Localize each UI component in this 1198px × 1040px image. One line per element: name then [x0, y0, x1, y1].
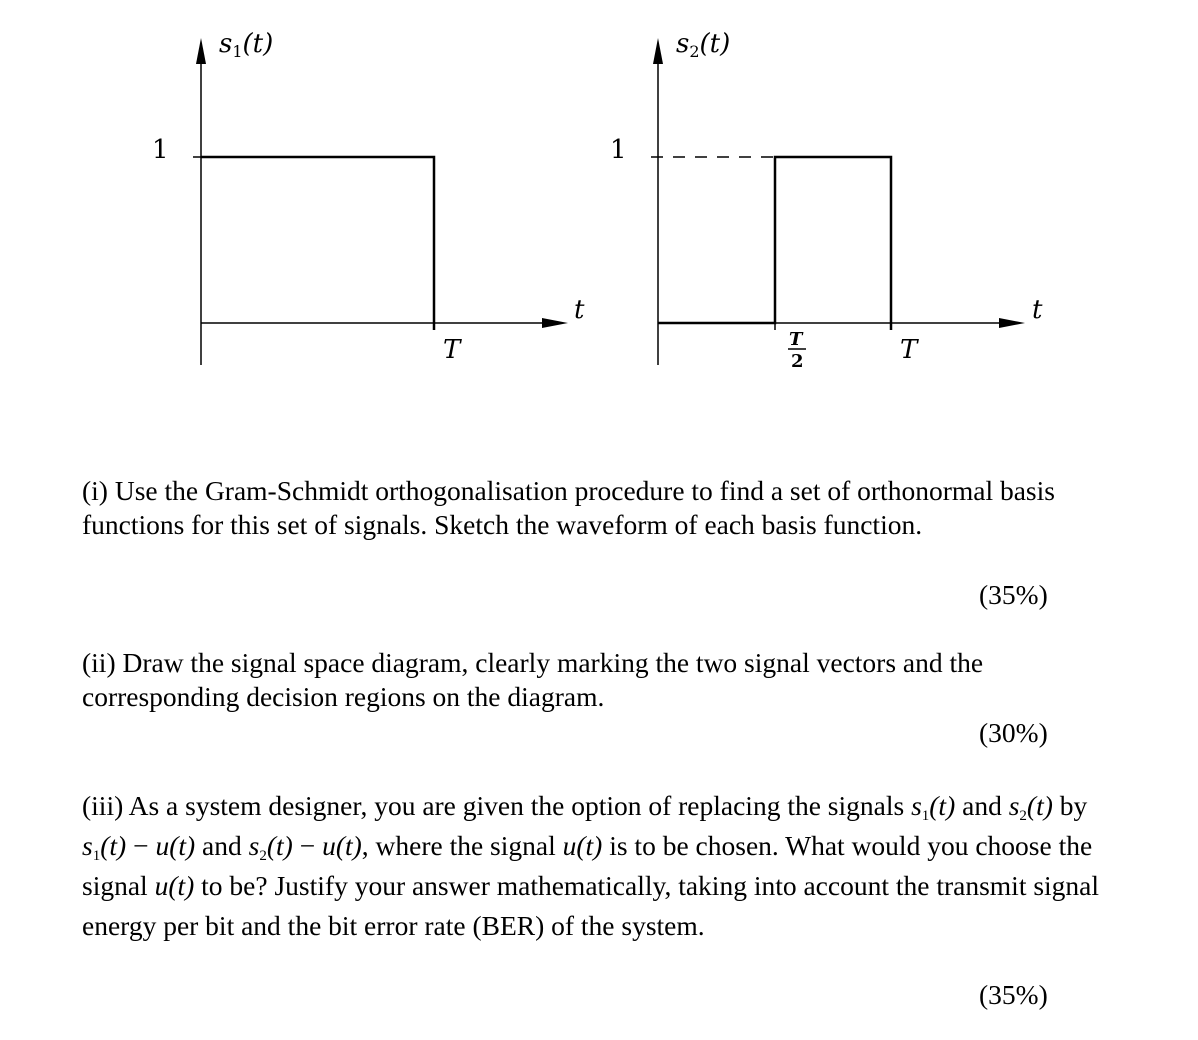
- s1-label: s1(t): [219, 29, 274, 61]
- x-var: t: [574, 295, 585, 325]
- x-axis-arrow-icon: [542, 318, 568, 328]
- y-axis-arrow-icon: [196, 38, 206, 64]
- s2-waveform: [658, 157, 891, 330]
- y-tick-1: 1: [152, 135, 169, 165]
- question-ii: (ii) Draw the signal space diagram, clearly marking the two signal vectors and the corresponding decision regions on the diagram.: [82, 647, 984, 712]
- y-axis-arrow-icon: [653, 38, 663, 64]
- question-i: (i) Use the Gram-Schmidt orthogonalisation procedure to find a set of orthonormal basis functions for this set of signals. Sketch the waveform of each basis function.: [82, 475, 1055, 540]
- s2-label: s2(t): [676, 29, 731, 61]
- s1-waveform: [201, 157, 434, 330]
- plot-s1: [152, 29, 585, 365]
- question-iii: (iii) As a system designer, you are given the option of replacing the signals $s_1(t)$ and $s_2(t)$ by $s_1(t) - u(t)$ and $s_2(t) - u(t)$, where the signal u(t) is to be chosen. What would you choose the signal u(t) to be? Justify your answer mathematically, taking into account the transmit signal energy per bit and the bit error rate (BER) of the system.: [82, 790, 1100, 941]
- plot-s2: [610, 29, 1043, 372]
- marks-ii: (30%): [979, 717, 1048, 748]
- marks-iii: (35%): [979, 979, 1048, 1010]
- x-tick-half-num: T: [789, 329, 803, 350]
- x-var: t: [1032, 295, 1043, 325]
- x-tick-T: T: [900, 335, 918, 365]
- y-tick-1: 1: [610, 135, 627, 165]
- x-axis-arrow-icon: [999, 318, 1025, 328]
- signal-figure: [0, 0, 1198, 420]
- x-tick-T: T: [443, 335, 461, 365]
- x-tick-half-den: 2: [791, 351, 804, 372]
- marks-i: (35%): [979, 579, 1048, 610]
